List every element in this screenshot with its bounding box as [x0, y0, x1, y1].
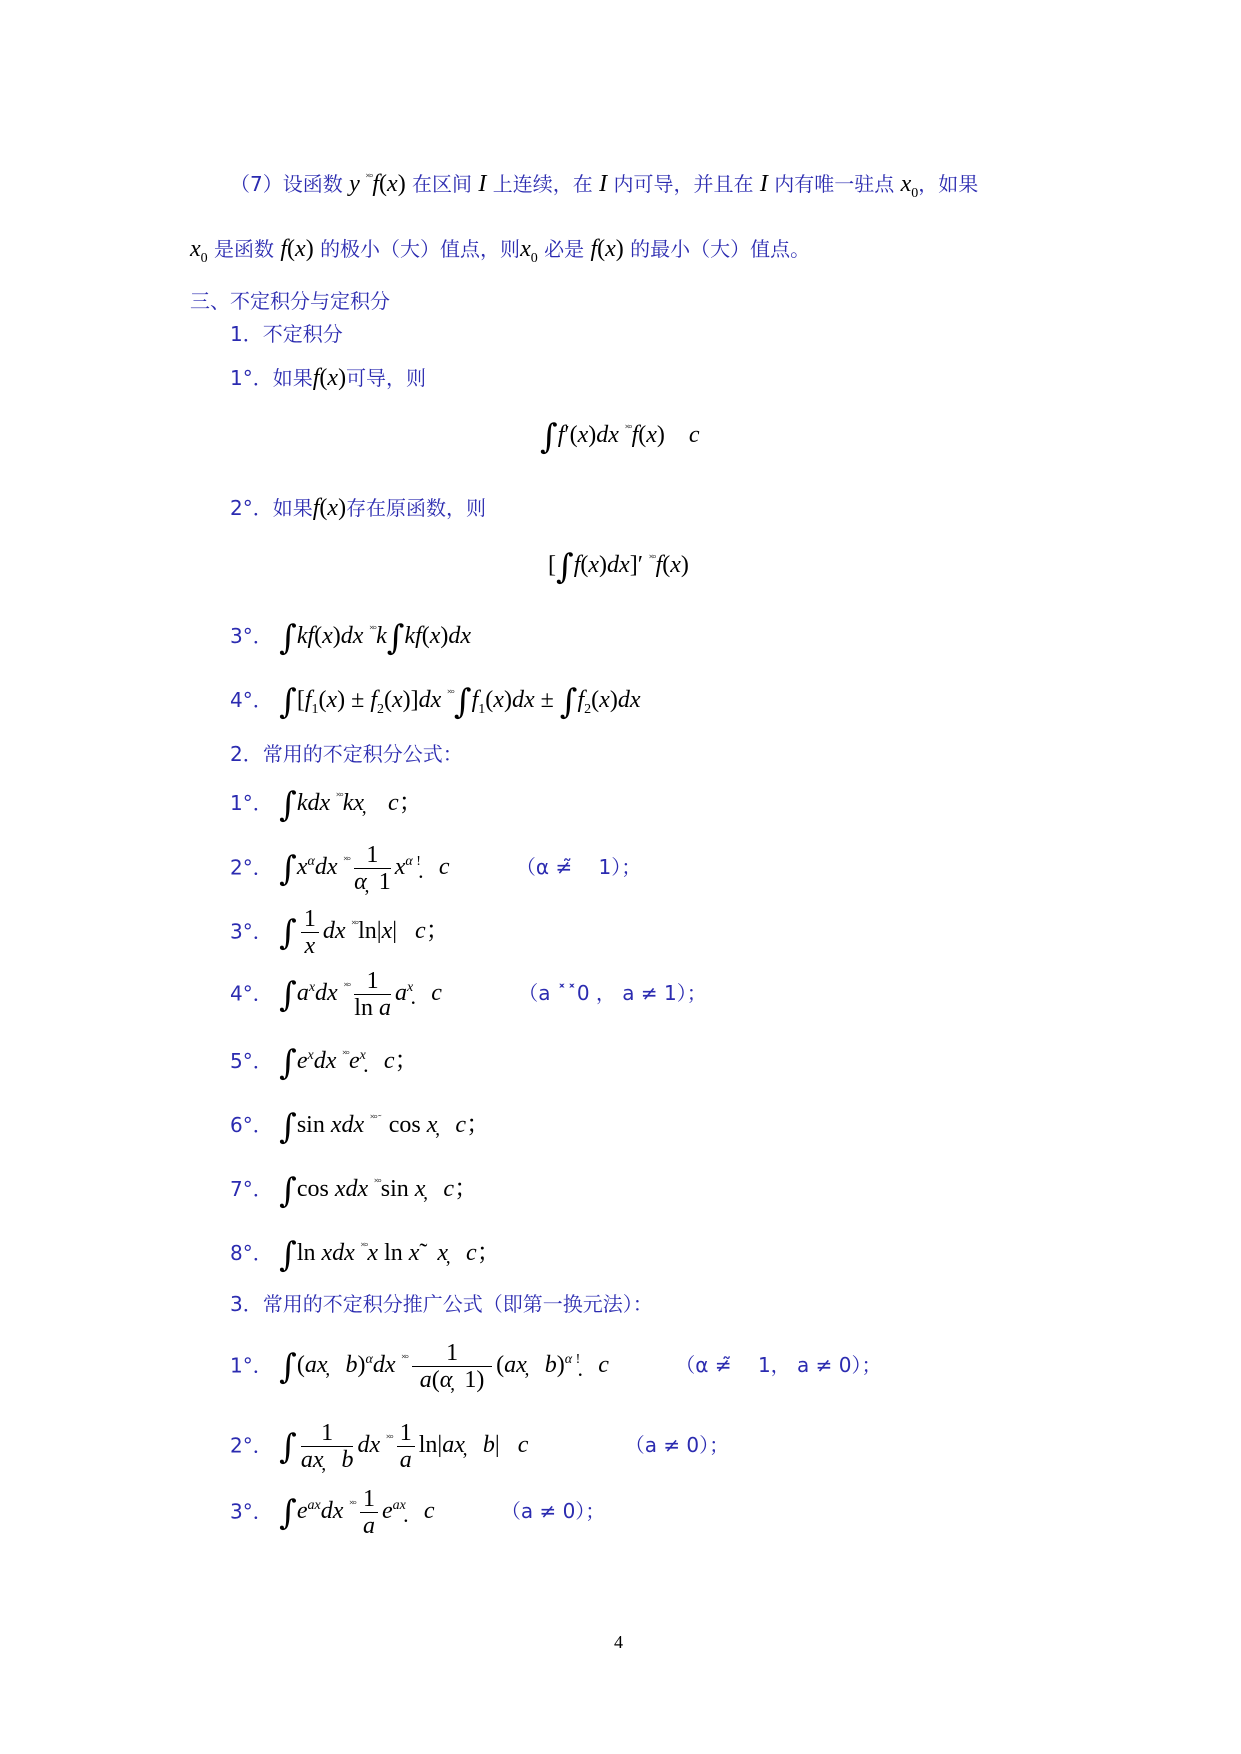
f2-2-label: 2°． — [230, 855, 273, 880]
f2-4: 4°． $\int a^xdx$ ˟° $\frac{1}{\text{ln a}}$ $a^x̣$ c （a ˟˟0 ， a ≠ 1）； — [230, 968, 707, 1022]
sub3-title: 3．常用的不定积分推广公式（即第一换元法）： — [230, 1292, 653, 1316]
f2-3-label: 3°． — [230, 919, 273, 944]
f2-2-cond: （α ≠̃ 1）； — [515, 855, 642, 880]
p7-line2-d: 的最小（大）值点。 — [630, 237, 811, 261]
f2-8-label: 8°． — [230, 1241, 273, 1265]
sub1-title: 1．不定积分 — [230, 322, 343, 346]
f3-2-cond: （a ≠ 0）； — [624, 1433, 730, 1458]
item1-label: 1°．如果 — [230, 366, 313, 390]
f2-8: 8°． ∫ln xdx ˟°x ln x̃ x̦ c； — [230, 1235, 501, 1275]
f3-2: 2°． ∫ $\frac{1}{ax̦ b}$ dx ˟° $\frac{1}{a}$ ln|ax̦ b| c （a ≠ 0）； — [230, 1420, 730, 1474]
item2-formula: [∫f(x)dx]′ ˟°f(x) — [548, 547, 689, 587]
f2-7-label: 7°． — [230, 1177, 273, 1201]
page-number: 4 — [614, 1632, 623, 1652]
p7-line1-start: （7）设函数 — [230, 172, 343, 196]
sub2-title: 2．常用的不定积分公式： — [230, 742, 463, 766]
p7-line1-a: 在区间 — [412, 172, 473, 196]
item3-label: 3°． — [230, 624, 273, 648]
f2-1-label: 1°． — [230, 791, 273, 815]
f3-3-label: 3°． — [230, 1499, 273, 1524]
p7-line1-c: 内可导，并且在 — [613, 172, 754, 196]
item1-formula: ∫f′(x)dx ˟°f(x) c — [540, 417, 700, 457]
p7-line2-c: 必是 — [544, 237, 585, 261]
p7-line2-b: 的极小（大）值点，则 — [320, 237, 521, 261]
item3-line: 3°． ∫kf(x)dx ˟°k∫kf(x)dx — [230, 618, 472, 658]
f2-4-cond: （a ˟˟0 ， a ≠ 1）； — [518, 981, 707, 1006]
f3-1-label: 1°． — [230, 1353, 273, 1378]
f2-5-label: 5°． — [230, 1049, 273, 1073]
p7-line2-a: 是函数 — [214, 237, 275, 261]
f2-7: 7°． ∫cos xdx ˟°sin x̦ c； — [230, 1171, 479, 1211]
item4-label: 4°． — [230, 688, 273, 712]
f2-6: 6°． ∫sin xdx ˟°̃ cos x̦ c； — [230, 1107, 491, 1147]
f2-2: 2°． $\int x^\alpha dx$ ˟° $\frac{1}{\alpha̦ 1}$ $x^{\alpha !}̣$ c （α ≠̃ 1）； — [230, 842, 642, 896]
item2-label: 2°．如果 — [230, 496, 313, 520]
f2-3: 3°． ∫ $\frac{1}{x}$ dx ˟°ln|x| c； — [230, 906, 450, 960]
f2-1: 1°． ∫kdx ˟°kx̦ c； — [230, 785, 423, 825]
f2-6-label: 6°． — [230, 1113, 273, 1137]
f2-5: 5°． $\int e^xdx$ $^{˟^\circ}e^x̣$ c； — [230, 1043, 419, 1083]
item2-after: 存在原函数，则 — [346, 496, 487, 520]
item4-line: 4°． $\int[f_1(x) \pm f_2(x)]dx$ $^{˟^\circ}\int f_1(x)dx \pm \int f_2(x)dx$ — [230, 682, 641, 722]
item1-line: 1°．如果f(x)可导，则 — [230, 365, 427, 391]
f3-2-label: 2°． — [230, 1433, 273, 1458]
item2-line: 2°．如果f(x)存在原函数，则 — [230, 495, 487, 521]
item1-after: 可导，则 — [346, 366, 427, 390]
p7-line1-b: 上连续，在 — [492, 172, 593, 196]
f2-4-label: 4°． — [230, 981, 273, 1006]
f3-1-cond: （α ≠̃ 1， a ≠ 0）； — [675, 1353, 882, 1378]
p7-line1: （7）设函数 y ˟°f(x) 在区间 I 上连续，在 I 内可导，并且在 I 内有唯一驻点 $x_0$，如果 — [230, 171, 979, 201]
f3-3: 3°． $\int e^{ax}dx$ ˟° $\frac{1}{a}$ $e^{ax}̣$ c （a ≠ 0）； — [230, 1486, 606, 1540]
p7-line1-end: ，如果 — [918, 172, 979, 196]
p7-line2: $x_0$ 是函数 f(x) 的极小（大）值点，则$x_0$ 必是 f(x) 的最小（大）值点。 — [190, 236, 811, 266]
p7-line1-d: 内有唯一驻点 — [774, 172, 895, 196]
f3-1: 1°． ∫(ax̦ b)$^\alpha$dx ˟° $\frac{1}{a(\alpha̦ 1)}$ (ax̦ b)$^{\alpha !}$̣ c （α ≠̃ 1， a ≠ 0）； — [230, 1340, 882, 1394]
f3-3-cond: （a ≠ 0）； — [500, 1499, 606, 1524]
section3-title: 三、不定积分与定积分 — [190, 289, 390, 313]
